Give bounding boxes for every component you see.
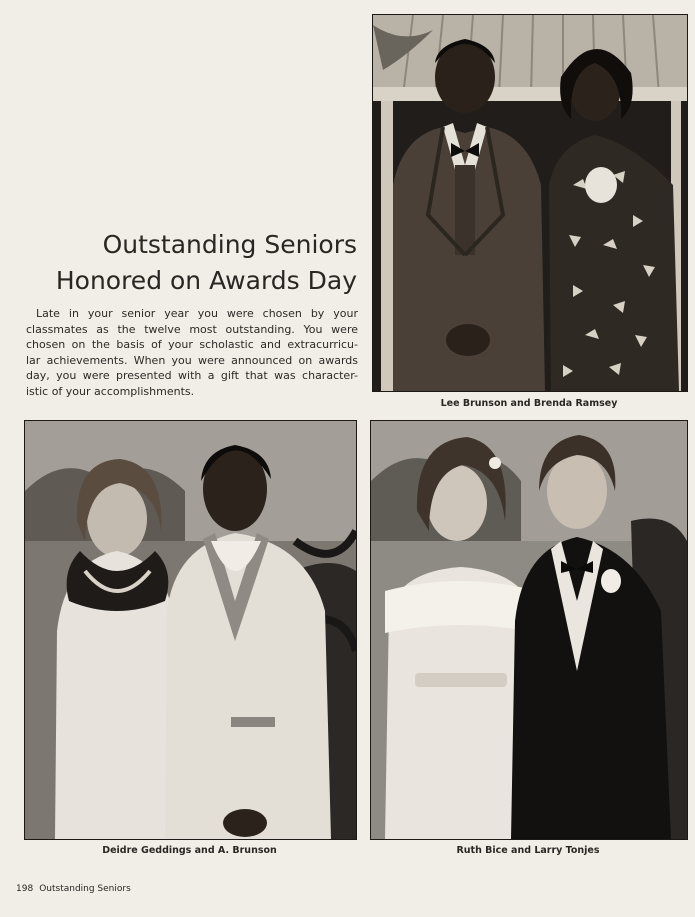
- headline-line-1: Outstanding Seniors: [102, 230, 357, 259]
- page-footer: [16, 884, 131, 894]
- page-number: 198: [16, 884, 34, 894]
- section-name: Outstanding Seniors: [39, 884, 131, 894]
- photo-3-image: [371, 421, 687, 839]
- intro-line: istic of your accomplishments.: [26, 384, 195, 398]
- headline-line-2: Honored on Awards Day: [55, 266, 357, 295]
- photo-deidre-geddings-a-brunson: [24, 420, 357, 840]
- photo-caption: Lee Brunson and Brenda Ramsey: [440, 398, 618, 409]
- intro-line: chosen on the basis of your scholastic and extracurricu-: [26, 338, 358, 351]
- intro-paragraph: [26, 306, 358, 399]
- photo-caption: Deidre Geddings and A. Brunson: [102, 845, 277, 856]
- intro-line: lar achievements. When you were announced on awards: [26, 353, 358, 367]
- intro-line: classmates as the twelve most outstanding. You were: [26, 322, 358, 336]
- photo-1-image: [373, 15, 687, 391]
- photo-caption: Ruth Bice and Larry Tonjes: [456, 845, 600, 856]
- intro-line: Late in your senior year you were chosen by your: [36, 307, 358, 320]
- photo-ruth-bice-larry-tonjes: [370, 420, 688, 840]
- photo-2-image: [25, 421, 356, 839]
- intro-line: day, you were presented with a gift that was character-: [26, 369, 358, 382]
- photo-lee-brunson-brenda-ramsey: [372, 14, 688, 392]
